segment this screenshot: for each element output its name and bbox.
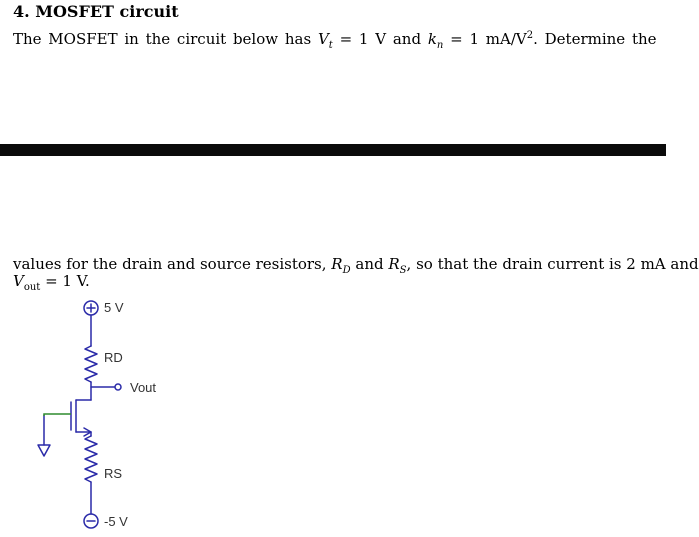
superscript: 2: [526, 30, 534, 41]
supply-bottom-label: -5 V: [104, 514, 128, 529]
rs-symbol: R: [388, 255, 400, 273]
text-segment: values for the drain and source resistors,: [13, 255, 332, 273]
supply-top-label: 5 V: [104, 300, 124, 315]
resistor-source-icon: [85, 436, 97, 482]
text-segment: = 1 V.: [40, 272, 90, 290]
rs-subscript: S: [399, 265, 407, 276]
problem-heading: 4. MOSFET circuit: [13, 2, 179, 21]
rd-symbol: R: [331, 255, 343, 273]
kn-subscript: n: [436, 40, 444, 51]
text-segment: = 1 mA/V: [443, 30, 527, 48]
resistor-drain-label: RD: [104, 350, 123, 365]
ground-icon: [38, 445, 50, 456]
kn-symbol: k: [427, 30, 437, 48]
resistor-drain-icon: [85, 346, 97, 382]
vout-symbol: V: [13, 272, 24, 290]
problem-text-line-1: [13, 30, 657, 51]
text-segment: = 1 V and: [332, 30, 428, 48]
text-segment: and: [350, 255, 389, 273]
problem-text-line-2: [13, 255, 699, 276]
text-segment: , so that the drain current is 2 mA and: [406, 255, 699, 273]
vt-subscript: t: [328, 40, 333, 51]
text-segment: The MOSFET in the circuit below has: [13, 30, 318, 48]
page-divider: [0, 144, 666, 156]
vt-symbol: V: [317, 30, 329, 48]
gate-wire: [44, 414, 71, 416]
resistor-source-label: RS: [104, 466, 123, 481]
output-terminal-icon: [115, 384, 121, 390]
rd-subscript: D: [342, 265, 351, 276]
vout-subscript: out: [23, 282, 41, 293]
mosfet-circuit-diagram: [0, 290, 220, 537]
output-label: Vout: [130, 380, 157, 395]
text-segment: . Determine the: [533, 30, 657, 48]
